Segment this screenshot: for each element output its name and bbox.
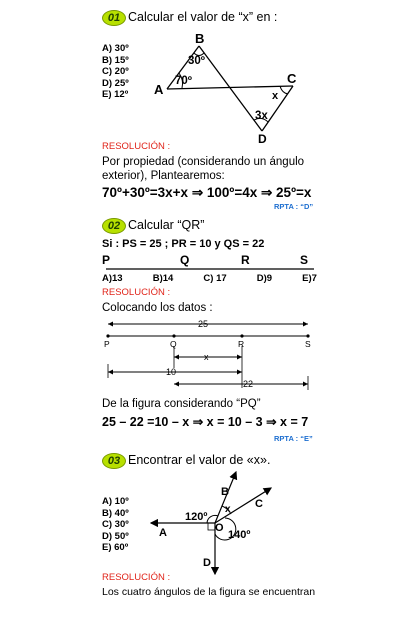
problem-1-text-line-1: Por propiedad (considerando un ángulo <box>102 156 305 168</box>
option-c: C) 17 <box>203 273 227 284</box>
length-qs: 22 <box>243 379 254 389</box>
option-e: E) 60º <box>102 542 129 553</box>
problem-3-question: Encontrar el valor de «x». <box>128 453 271 467</box>
problem-2-text-line-2: De la figura considerando “PQ” <box>102 398 261 410</box>
point-p: P <box>102 253 111 267</box>
problem-1-resolution-label: RESOLUCIÓN : <box>102 141 171 152</box>
option-c: C) 20º <box>102 66 129 77</box>
problem-number-badge: 02 <box>102 218 126 234</box>
diagram-point-s: S <box>305 339 311 349</box>
angle-x-label: x <box>272 90 279 102</box>
diagram-point-p: P <box>104 339 110 349</box>
ray-a-label: A <box>159 527 167 539</box>
option-d: D)9 <box>256 273 273 284</box>
problem-number-badge: 01 <box>102 10 126 26</box>
points-line <box>100 250 320 272</box>
angle-120-label: 120º <box>185 511 208 523</box>
problem-1-answer: RPTA : “D” <box>274 202 314 211</box>
ray-b-label: B <box>221 486 229 498</box>
segment-diagram <box>100 316 320 392</box>
problem-3-resolution-label: RESOLUCIÓN : <box>102 572 171 583</box>
angle-x-label: x <box>225 504 231 515</box>
problem-number-badge: 03 <box>102 453 126 469</box>
option-b: B) 40º <box>102 507 129 519</box>
triangles-figure <box>150 28 310 144</box>
option-a: A) 30º <box>102 43 129 54</box>
problem-2-text-line-1: Colocando los datos : <box>102 302 213 314</box>
angle-140-label: 140º <box>228 529 251 541</box>
angles-figure <box>145 468 275 578</box>
vertex-a-label: A <box>154 82 164 97</box>
ray-c-label: C <box>255 498 263 510</box>
problem-1-text-line-2: exterior), Plantearemos: <box>102 170 225 182</box>
option-e: E)7 <box>302 273 317 284</box>
point-s: S <box>300 253 309 267</box>
option-d: D) 50º <box>102 530 129 542</box>
option-a: A)13 <box>102 273 123 284</box>
problem-1-question: Calcular el valor de “x” en : <box>128 10 278 24</box>
option-e: E) 12º <box>102 89 129 100</box>
length-qr: x <box>204 352 209 362</box>
vertex-b-label: B <box>195 31 205 46</box>
length-ps: 25 <box>198 319 209 329</box>
option-c: C) 30º <box>102 519 129 530</box>
diagram-point-r: R <box>238 339 245 349</box>
angle-3x-label: 3x <box>255 110 268 122</box>
point-r: R <box>241 253 250 267</box>
point-q: Q <box>180 253 190 267</box>
problem-3-text-line-1: Los cuatro ángulos de la figura se encuentran <box>102 586 316 598</box>
problem-2-question: Calcular “QR” <box>128 218 205 232</box>
problem-1-options <box>102 43 129 101</box>
ray-d-label: D <box>203 557 211 569</box>
problem-1-equation: 70º+30º=3x+x ⇒ 100º=4x ⇒ 25º=x <box>102 185 312 200</box>
vertex-o-label: O <box>215 522 224 534</box>
vertex-d-label: D <box>258 132 267 144</box>
length-pr: 10 <box>166 367 177 377</box>
angle-30-label: 30º <box>188 55 205 67</box>
option-a: A) 10º <box>102 496 129 507</box>
diagram-point-q: Q <box>170 339 177 349</box>
option-d: D) 25º <box>102 77 129 89</box>
problem-2-given: Si : PS = 25 ; PR = 10 y QS = 22 <box>102 238 265 250</box>
problem-2-options <box>102 273 317 285</box>
problem-3-options <box>102 496 129 554</box>
option-b: B) 15º <box>102 54 129 66</box>
problem-2-resolution-label: RESOLUCIÓN : <box>102 287 171 298</box>
problem-2-answer: RPTA : “E” <box>274 434 313 443</box>
vertex-c-label: C <box>287 71 297 86</box>
angle-70-label: 70º <box>175 75 192 87</box>
problem-2-equation: 25 – 22 =10 – x ⇒ x = 10 – 3 ⇒ x = 7 <box>102 415 309 429</box>
option-b: B)14 <box>152 273 174 284</box>
